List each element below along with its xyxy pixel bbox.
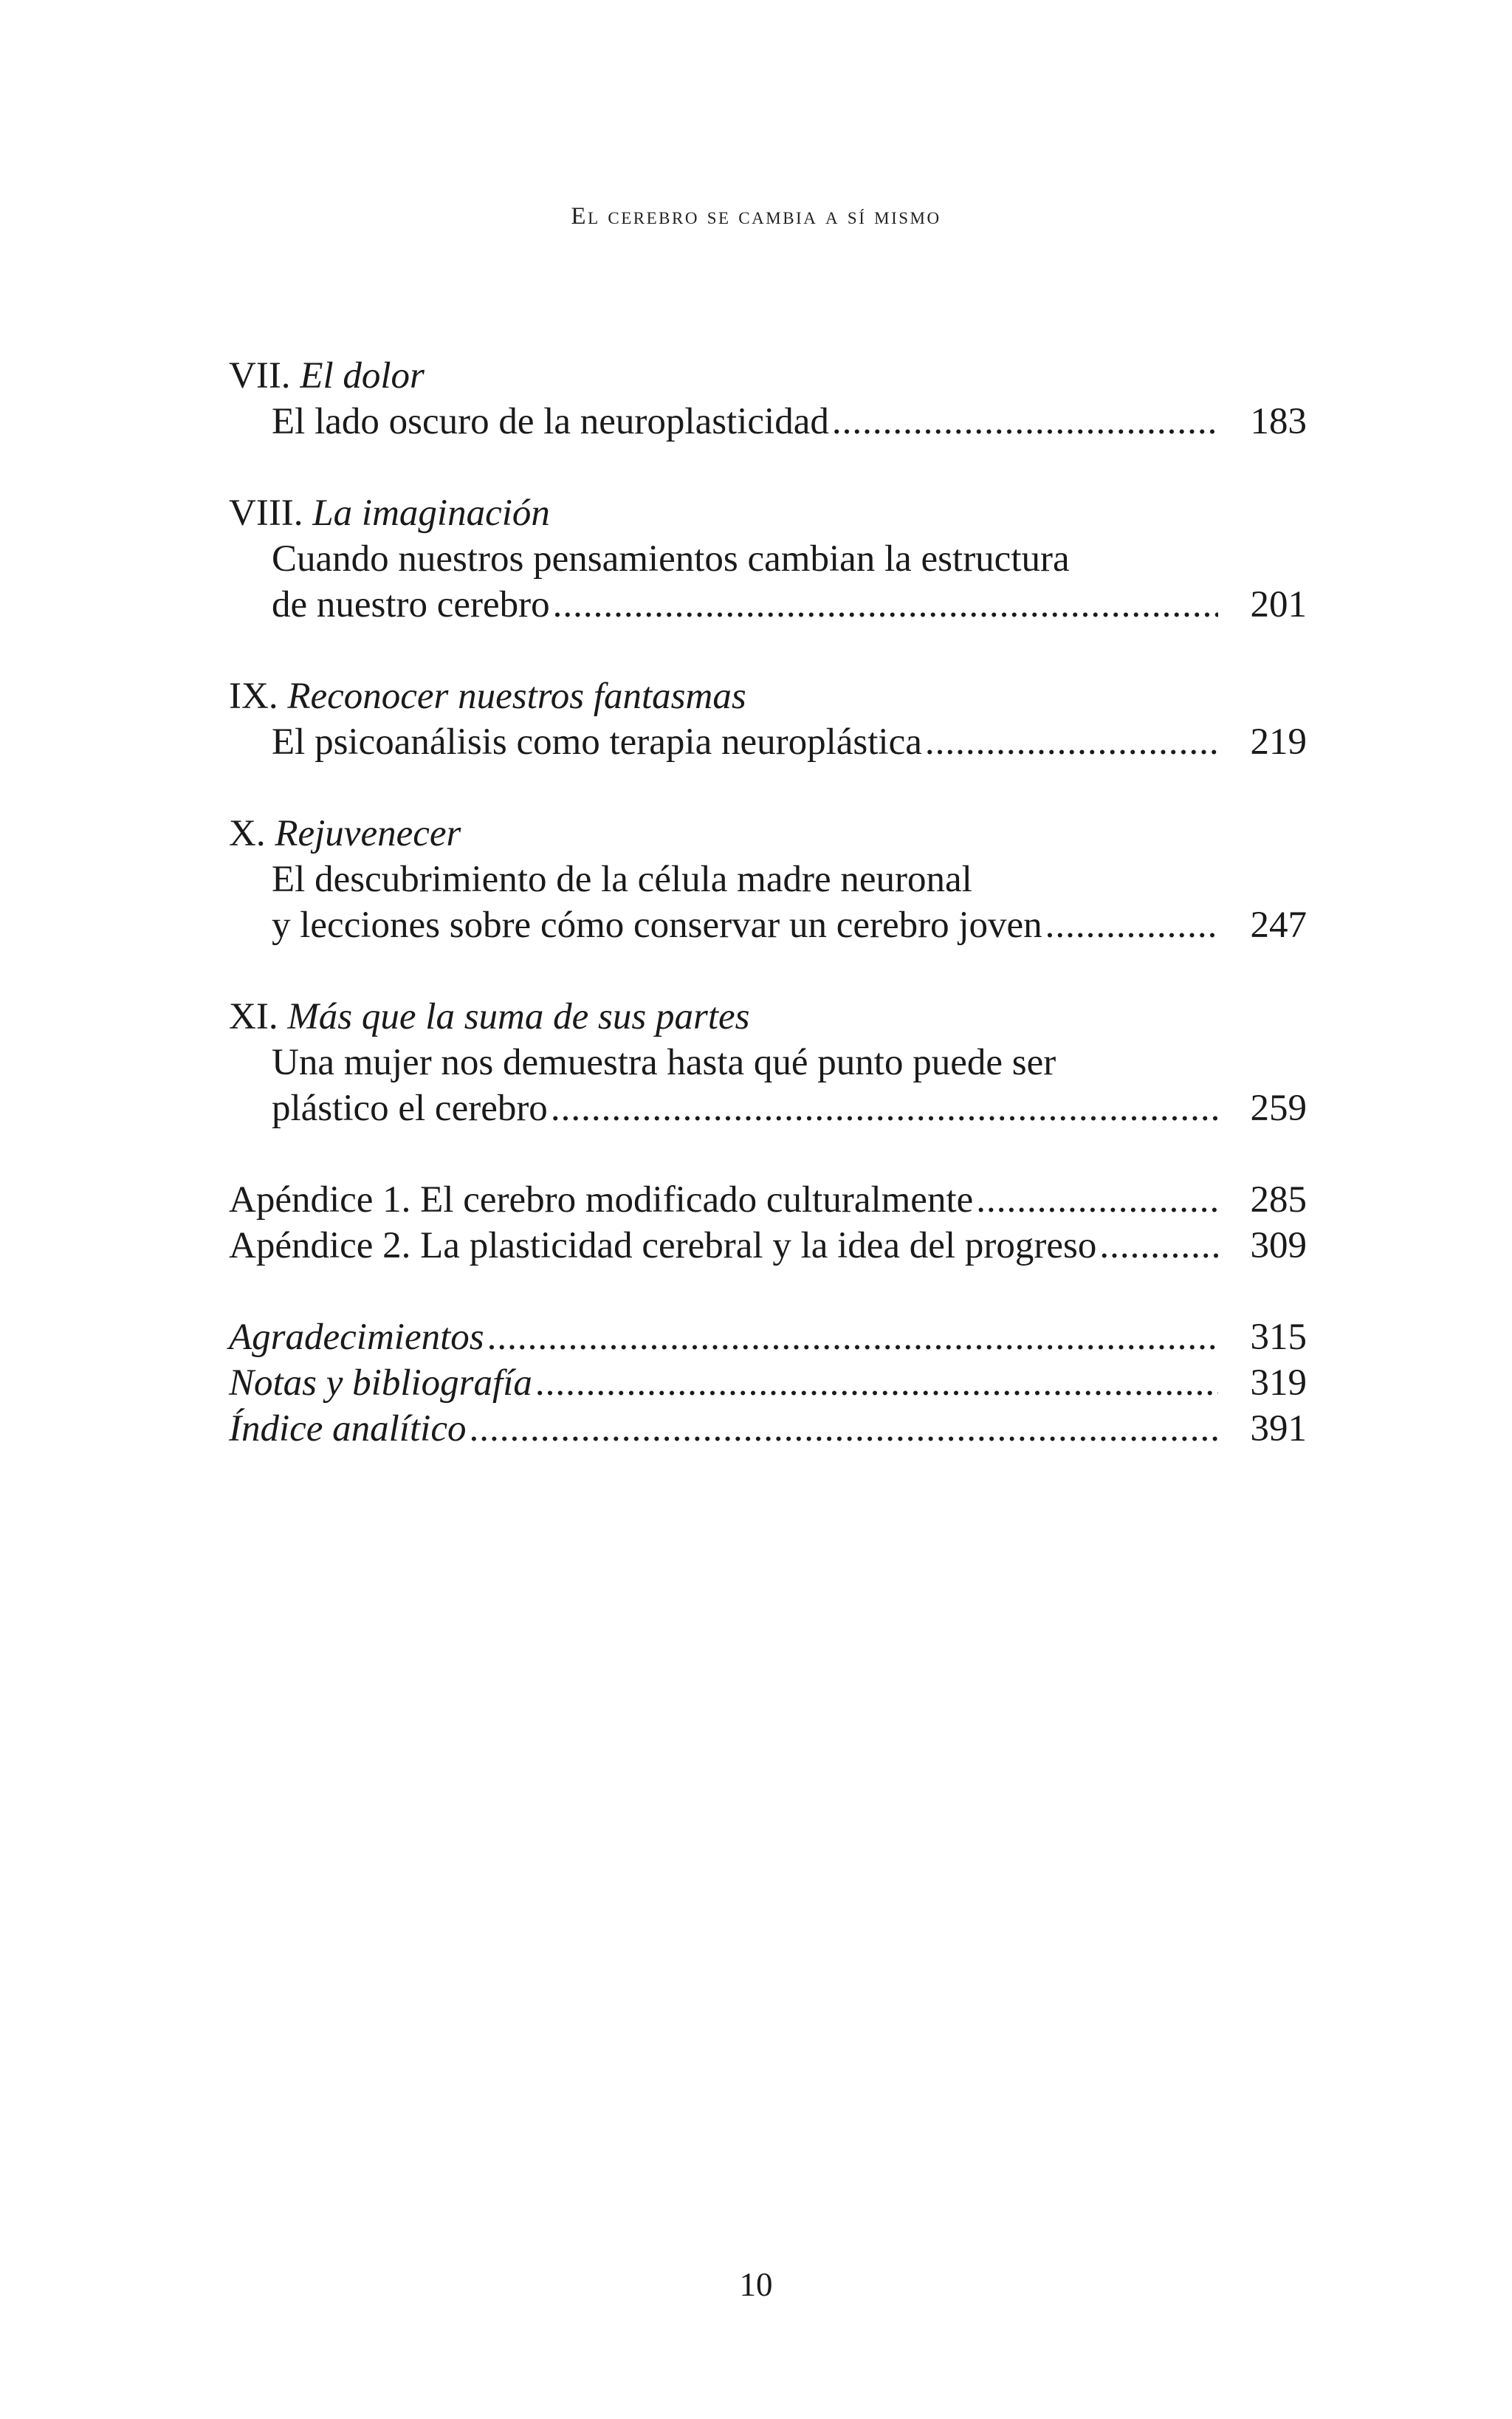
chapter-heading <box>229 811 1307 857</box>
dot-leader <box>487 1314 1218 1360</box>
toc-line <box>229 1040 1307 1085</box>
back-matter-entries <box>229 1314 1307 1452</box>
chapter-subtitle: Cuando nuestros pensamientos cambian la estructura <box>272 538 1070 580</box>
running-head: El cerebro se cambia a sí mismo <box>571 203 941 230</box>
chapter-subtitle: y lecciones sobre cómo conservar un cerebro joven <box>272 905 1042 946</box>
chapter-entry-viii <box>229 490 1307 628</box>
toc-line <box>229 1177 1307 1223</box>
chapter-numeral: VII. <box>229 355 291 397</box>
dot-leader <box>470 1406 1219 1452</box>
page-number: 219 <box>1250 721 1307 763</box>
chapter-entry-ix <box>229 673 1307 765</box>
chapter-subtitle: Una mujer nos demuestra hasta qué punto puede ser <box>272 1042 1056 1083</box>
page-folio: 10 <box>739 2266 773 2303</box>
chapter-heading <box>229 490 1307 536</box>
chapter-subtitle: El lado oscuro de la neuroplasticidad <box>272 401 829 442</box>
toc-line <box>229 857 1307 902</box>
chapter-numeral: XI. <box>229 996 278 1037</box>
chapter-title: La imaginación <box>312 493 550 534</box>
toc-line <box>229 1360 1307 1406</box>
page-number: 309 <box>1250 1225 1307 1266</box>
dot-leader <box>553 582 1218 628</box>
toc-line <box>229 719 1307 765</box>
appendix-title: Apéndice 1. El cerebro modificado culturalmente <box>229 1179 974 1221</box>
chapter-numeral: X. <box>229 813 266 854</box>
back-matter-title: Agradecimientos <box>229 1317 484 1358</box>
appendix-entries <box>229 1177 1307 1269</box>
chapter-title: Reconocer nuestros fantasmas <box>287 676 746 717</box>
chapter-numeral: VIII. <box>229 493 303 534</box>
dot-leader <box>535 1360 1218 1406</box>
toc-line <box>229 1314 1307 1360</box>
chapter-title: El dolor <box>300 355 425 397</box>
chapter-heading <box>229 994 1307 1040</box>
toc-line <box>229 582 1307 628</box>
page-number: 259 <box>1250 1088 1307 1129</box>
back-matter-title: Notas y bibliografía <box>229 1362 532 1404</box>
dot-leader <box>925 719 1218 765</box>
chapter-heading <box>229 673 1307 719</box>
page-number: 285 <box>1250 1179 1307 1221</box>
toc-line <box>229 1406 1307 1452</box>
page-number: 315 <box>1250 1317 1307 1358</box>
chapter-subtitle: plástico el cerebro <box>272 1088 548 1129</box>
toc-line <box>229 902 1307 948</box>
chapter-subtitle: El descubrimiento de la célula madre neuronal <box>272 859 972 900</box>
appendix-title: Apéndice 2. La plasticidad cerebral y la idea del progreso <box>229 1225 1097 1266</box>
chapter-subtitle: de nuestro cerebro <box>272 584 550 625</box>
back-matter-title: Índice analítico <box>229 1408 467 1449</box>
toc-line <box>229 536 1307 582</box>
chapter-title: Rejuvenecer <box>275 813 461 854</box>
dot-leader <box>1045 902 1218 948</box>
chapter-heading <box>229 353 1307 399</box>
toc-line <box>229 1223 1307 1269</box>
page-number: 201 <box>1250 584 1307 625</box>
chapter-numeral: IX. <box>229 676 278 717</box>
dot-leader <box>832 399 1218 445</box>
chapter-subtitle: El psicoanálisis como terapia neuroplástica <box>272 721 922 763</box>
dot-leader <box>976 1177 1218 1223</box>
chapter-entry-vii <box>229 353 1307 445</box>
chapter-entry-x <box>229 811 1307 948</box>
table-of-contents <box>229 353 1307 1452</box>
dot-leader <box>551 1085 1218 1131</box>
dot-leader <box>1099 1223 1218 1269</box>
chapter-title: Más que la suma de sus partes <box>287 996 750 1037</box>
chapter-entry-xi <box>229 994 1307 1131</box>
page-number: 391 <box>1250 1408 1307 1449</box>
toc-line <box>229 1085 1307 1131</box>
page-number: 183 <box>1250 401 1307 442</box>
page-number: 247 <box>1250 905 1307 946</box>
page-number: 319 <box>1250 1362 1307 1404</box>
toc-line <box>229 399 1307 445</box>
